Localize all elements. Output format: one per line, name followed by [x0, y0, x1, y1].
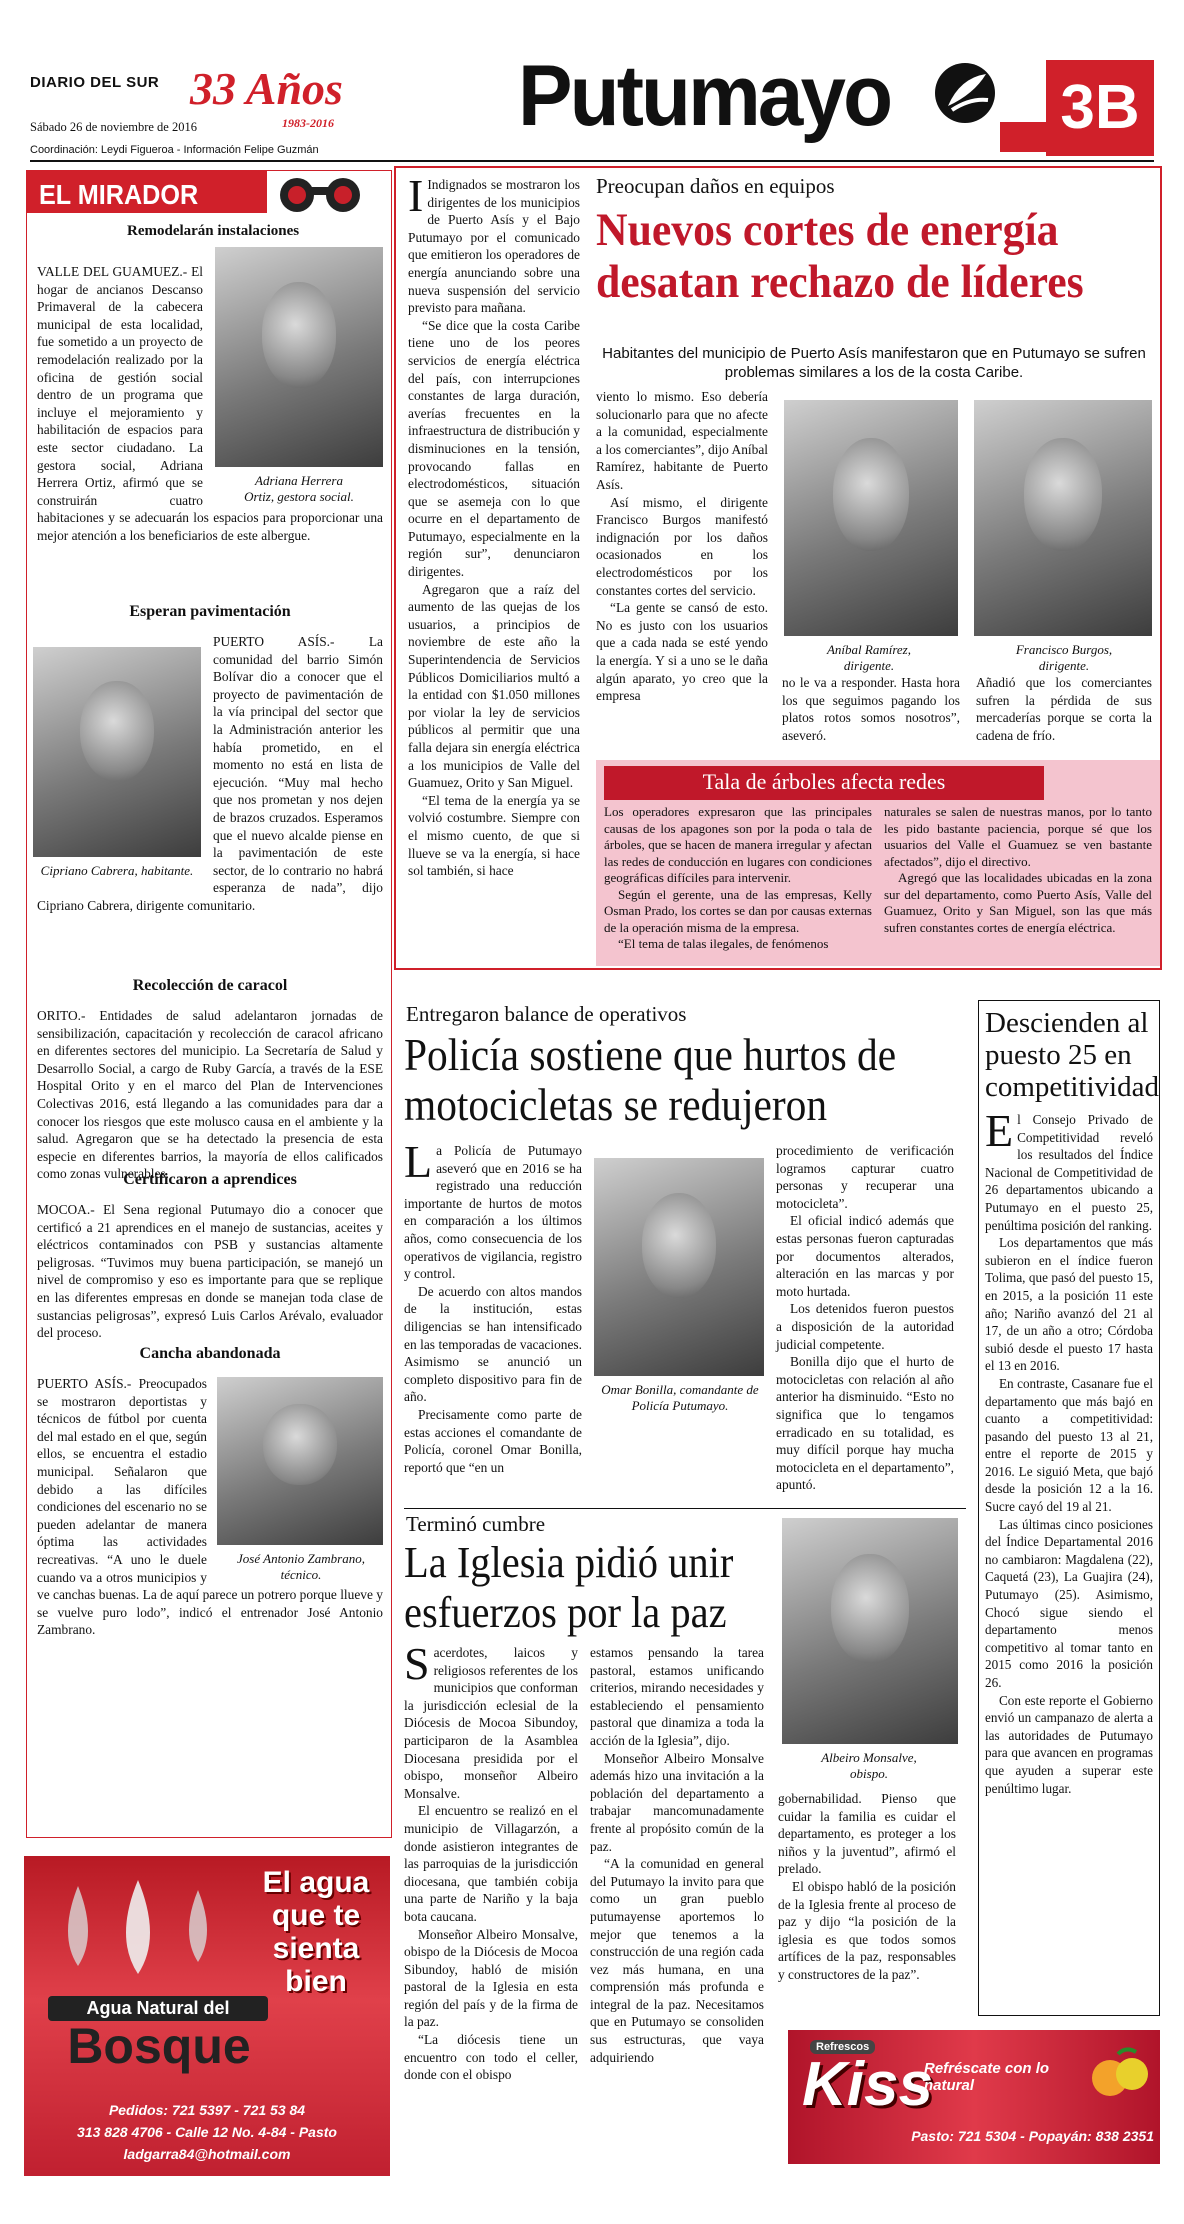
church-headline: La Iglesia pidió unir esfuerzos por la paz — [404, 1538, 734, 1637]
police-col1-p1: La Policía de Putumayo aseveró que en 2016 se ha registrado una reducción importante de hurtos de motos en comparación a los últimos años, como consecuencia de los operativos de vigilancia, registro y control. — [404, 1136, 582, 1282]
church-col2-p2: Monseñor Albeiro Monsalve además hizo una invitación a la población del departamento a trabajar mancomunadamente frente al propósito común de la paz. — [590, 1750, 764, 1854]
police-col2-p3: Los detenidos fueron puestos a disposición de la autoridad judicial competente. — [776, 1301, 954, 1352]
francisco-caption: Francisco Burgos, dirigente. — [1015, 642, 1113, 673]
ad-agua-bosque[interactable] — [24, 1856, 390, 2176]
ad-agua-email: ladgarra84@hotmail.com — [123, 2146, 291, 2162]
fruit-icon — [1088, 2044, 1154, 2106]
energy-col1-p3: Agregaron que a raíz del aumento de las quejas de los usuarios, a principios de noviembre de este año la Superintendencia de Servicios Públicos Domiciliarios multó a la entidad con $1.050 millones por violar la ley de servicios públicos al permitir que una falla dejara sin energía eléctrica a los municipios de Valle del Guamuez, Orito y San Miguel. — [408, 581, 580, 791]
anibal-photo — [784, 400, 958, 636]
energy-kicker: Preocupan daños en equipos — [596, 174, 835, 198]
francisco-photo — [974, 400, 1152, 636]
energy-col1-p2: “Se dice que la costa Caribe tiene uno de los peores servicios de energía eléctrica del país, con interrupciones constantes de larga duración, averías frecuentes en la infraestructura de distribución y disminuciones en la tensión, provocando fallas en electrodomésticos, situación que se asemeja con lo que ocurre en el departamento de Putumayo, especialmente en la región sur”, denunciaron dirigentes. — [408, 317, 580, 580]
water-drops-icon — [38, 1876, 238, 1996]
church-col1 — [404, 1638, 578, 2084]
mirador-s5-heading: Cancha abandonada — [139, 1345, 281, 1362]
energy-col1 — [408, 170, 580, 880]
tala-box — [596, 760, 1160, 966]
ad-kiss-slogan: Refréscate con lo natural — [924, 2060, 1050, 2094]
paper-name: DIARIO DEL SUR — [30, 74, 160, 91]
ad-agua-brand: Bosque — [67, 2018, 251, 2074]
police-col2-p4: Bonilla dijo que el hurto de motocicletas con relación al año anterior ha disminuido. “Esto no significa que lo tengamos erradicado en su totalidad, es muy difícil porque hay mucha motocicleta en el departamento”, apuntó. — [776, 1354, 954, 1493]
mirador-s5-text-wrap — [37, 1375, 383, 1639]
binoculars-icon — [271, 173, 371, 213]
leaf-logo-icon — [930, 58, 1000, 128]
police-article — [404, 1002, 966, 1516]
tala-box-col2-p1: naturales se salen de nuestras manos, por lo tanto les pido bastante paciencia, porque sé que los usuarios del Valle el Guamuez se ven bastante afectados”, dijo el directivo. — [884, 804, 1152, 869]
ad-kiss-small: Refrescos — [810, 2040, 875, 2054]
ad-agua-brand-top: Agua Natural del — [48, 1996, 268, 2021]
mirador-s2-heading: Esperan pavimentación — [129, 603, 291, 620]
tala-box-col2-p2: Agregó que las localidades ubicadas en la zona sur del departamento, como Puerto Asís, Valle del Guamuez, Orito y San Miguel, son las que más sufren constantes cortes de energía eléctrica. — [884, 870, 1152, 935]
ad-kiss-phones: Pasto: 721 5304 - Popayán: 838 2351 — [911, 2128, 1154, 2144]
church-kicker: Terminó cumbre — [406, 1512, 546, 1536]
albeiro-photo — [782, 1518, 958, 1744]
compet-p4: Las últimas cinco posiciones del Índice Departamental 2016 no cambiaron: Magdalena (22), Caquetá (23), La Guajira (24), Putumayo (25). Asimismo, Chocó sigue siendo el departamento menos competitivo al tomar tanto en 2015 como 2016 la posición 26. — [985, 1516, 1153, 1690]
albeiro-caption: Albeiro Monsalve, obispo. — [821, 1750, 917, 1781]
energy-col2-p1: viento lo mismo. Eso debería solucionarlo para que no afecte a la comunidad, especialmente a los comerciantes”, dijo Aníbal Ramírez, habitante de Puerto Asís. — [596, 389, 768, 492]
energy-article — [394, 166, 1162, 970]
compet-p3: En contraste, Casanare fue el departamento que más bajó en cuanto a competitividad: pasando del puesto 13 al 21, entre el reporte de 2015 y 2016. Le siguió Meta, que bajó desde la posición 12 a la 16. Sucre cayó del 19 al 21. — [985, 1375, 1153, 1515]
energy-col1-p1: I Indignados se mostraron los dirigentes de los municipios de Puerto Asís y el Bajo Putumayo por el comunicado que emitieron los operadores de energía anunciando sobre una nueva suspensión del servicio previsto para mañana. — [408, 170, 580, 316]
church-rule — [404, 1508, 966, 1509]
police-col1-p2: De acuerdo con altos mandos de la institución, estas diligencias se han intensificado en las temporadas de vacaciones. Asimismo se anunció un completo dispositivo para fin de año. — [404, 1283, 582, 1405]
tala-box-col1-p1: Los operadores expresaron que las principales causas de los apagones son por la poda o tala de árboles, que se hacen de manera irregular y afectan las redes de conducción en lugares con condiciones geográficas difíciles para intervenir. — [604, 804, 872, 885]
church-col2-p3: “A la comunidad en general del Putumayo la invito para que como un gran pueblo putumayense aportemos lo mejor que tenemos a la construcción de una región cada vez más humana, en una comprensión más profunda e integral de la paz. Necesitamos que en Putumayo se consoliden sus estructuras, que vaya adquiriendo — [590, 1856, 764, 2065]
tala-box-col1 — [604, 804, 872, 953]
compet-box — [978, 1000, 1160, 2016]
ad-agua-slogan: El agua que te sienta bien — [262, 1866, 370, 1998]
mirador-s1-text: VALLE DEL GUAMUEZ.- El hogar de ancianos Descanso Primaveral de la cabecera municipal de esta localidad, fue sometido a un proyecto de remodelación realizado por la oficina de gestión social dentro de un programa que incluye el mejoramiento y habilitación de espacios para este sector ciudadano. La gestora social, Adriana Herrera Ortiz, afirmó que se construirán cuatro habitaciones y se adecuarán los espacios para proporcionar una mejor atención a los beneficiarios de este albergue. — [37, 264, 383, 543]
page-number-box — [1046, 60, 1154, 156]
tala-box-col1-p2: Según el gerente, una de las empresas, Kelly Osman Prado, los cortes se dan por causas externas de la operación misma de la empresa. — [604, 886, 872, 935]
mirador-title: EL MIRADOR — [39, 179, 199, 210]
police-col1-p3: Precisamente como parte de estas acciones el comandante de Policía, coronel Omar Bonilla, reportó que “en un — [404, 1406, 582, 1475]
police-col2-p1: procedimiento de verificación logramos capturar cuatro personas y recuperar una motocicleta”. — [776, 1143, 954, 1211]
section-title: Putumayo — [518, 48, 891, 144]
energy-col3: no le va a responder. Hasta hora los que seguimos pagando los platos rotos somos nosotros”, aseveró. — [782, 675, 960, 743]
adriana-caption: Adriana Herrera Ortiz, gestora social. — [244, 473, 354, 504]
omar-bonilla-caption: Omar Bonilla, comandante de Policía Putumayo. — [601, 1382, 759, 1413]
tala-box-title: Tala de árboles afecta redes — [702, 769, 946, 794]
church-col3 — [778, 1790, 956, 1984]
church-col1-p3: Monseñor Albeiro Monsalve, obispo de la Diócesis de Mocoa Sibundoy, habló de misión pastoral de la Iglesia en esta región del país y de la firma de la paz. — [404, 1926, 578, 2030]
ad-agua-address: 313 828 4706 - Calle 12 No. 4-84 - Pasto — [77, 2124, 337, 2140]
page-number: 3B — [1060, 73, 1140, 142]
mirador-s4-heading: Certificaron a aprendices — [123, 1171, 297, 1188]
police-col2 — [776, 1142, 954, 1494]
church-col1-p2: El encuentro se realizó en el municipio de Villagarzón, a donde asistieron integrantes de las parroquias de la jurisdicción diocesana, que también cobija una parte de Nariño y la baja bota caucana. — [404, 1803, 578, 1924]
header-bar — [1000, 122, 1050, 152]
energy-col4: Añadió que los comerciantes sufren la pérdida de sus mercaderías porque se corta la cadena de frío. — [976, 675, 1152, 743]
energy-col1-p4: “El tema de la energía ya se volvió costumbre. Siempre con el mismo cuento, de que si llueve se va la energía, si hace sol también, si hace — [408, 792, 580, 879]
omar-bonilla-photo — [594, 1158, 764, 1376]
church-col2 — [590, 1644, 764, 2066]
issue-date: Sábado 26 de noviembre de 2016 — [30, 120, 197, 134]
tala-box-col2 — [884, 804, 1152, 936]
compet-p5: Con este reporte el Gobierno envió un campanazo de alerta a las autoridades de Putumayo para que avancen en programas que ayuden a superar este penúltimo lugar. — [985, 1692, 1153, 1796]
energy-col2-p3: “La gente se cansó de esto. No es justo con los usuarios que a cada nada se esté yendo la energía. Y si a uno se le daña algún aparato, yo creo que la empresa — [596, 600, 768, 704]
energy-deck: Habitantes del municipio de Puerto Asís manifestaron que en Putumayo se sufren problemas similares a los de la costa Caribe. — [602, 345, 1146, 381]
mirador-s4-text: MOCOA.- El Sena regional Putumayo dio a conocer que certificó a 21 aprendices en el manejo de sustancias, aceites y eléctricos contaminados con PSB y sustancias altamente peligrosas. “Tuvimos muy buena participación, se manejó un nivel de compromiso y eso es importante para que se replique en las diferentes empresas en donde se manejan toda clase de sustancias peligrosas”, expresó Luis Carlos Arévalo, evaluador del proceso. — [37, 1202, 383, 1341]
church-col1-p1: Sacerdotes, laicos y religiosos referentes de los municipios que conforman la jurisdicción eclesial de la Diócesis de Mocoa Sibundoy, participaron de la Asamblea Diocesana presidida por el obispo, monseñor Albeiro Monsalve. — [404, 1638, 578, 1801]
ad-kiss[interactable] — [788, 2030, 1160, 2164]
credits-line: Coordinación: Leydi Figueroa - Información Felipe Guzmán — [30, 144, 319, 156]
church-col2-p1: estamos pensando la tarea pastoral, estamos unificando criterios, mirando necesidades y estableciendo el pensamiento pastoral que dinamiza a toda la acción de la Iglesia”, dijo. — [590, 1645, 764, 1748]
tala-box-col1-p3: “El tema de talas ilegales, de fenómenos — [618, 936, 829, 951]
anniversary-logo: 33 Años — [190, 63, 343, 114]
compet-headline: Descienden al puesto 25 en competitividad — [985, 1007, 1159, 1103]
cipriano-caption: Cipriano Cabrera, habitante. — [40, 863, 194, 878]
jose-antonio-caption: José Antonio Zambrano, técnico. — [237, 1551, 365, 1582]
mirador-s2-text-wrap — [37, 633, 383, 915]
police-col1 — [404, 1136, 582, 1476]
police-headline: Policía sostiene que hurtos de motocicletas se redujeron — [404, 1029, 897, 1130]
energy-headline: Nuevos cortes de energía desatan rechazo de líderes — [596, 204, 1084, 308]
mirador-s3-text: ORITO.- Entidades de salud adelantaron jornadas de sensibilización, capacitación y recolección de caracol africano en diferentes sectores del municipio. La Secretaría de Salud y Desarrollo Social, a cargo de Ruby García, a través de la ESE Hospital Orito y en el marco del Plan de Intervenciones Colectivas 2016, está llegando a las comunidades para dar a conocer los riesgos que este molusco causa en el ambiente y la salud. Agregaron que se ha detectado la presencia de esta especie en diferentes barrios, la mayoría de ellos calificados como zonas vulnerables. — [37, 1008, 383, 1182]
masthead-rule — [30, 160, 1154, 162]
mirador-s3-heading: Recolección de caracol — [132, 977, 288, 994]
energy-col2-p2: Así mismo, el dirigente Francisco Burgos manifestó indignación por los daños ocasionados en los electrodomésticos por los constantes cortes del servicio. — [596, 494, 768, 598]
mirador-column — [26, 170, 392, 1838]
mirador-s2-text: PUERTO ASÍS.- La comunidad del barrio Simón Bolívar dio a conocer que el proyecto de pavimentación de la vía principal del sector que la Administración anterior les había prometido, en el momento no está en lista de ejecución. “Muy mal hecho que nos prometan y nos dejen de brazos cruzados. Esperamos que el nuevo alcalde piense en la pavimentación de este sector, de lo contrario no habrá esperanza de nada”, dijo Cipriano Cabrera, dirigente comunitario. — [37, 634, 383, 913]
compet-p1: El Consejo Privado de Competitividad reveló los resultados del Índice Nacional de Competitividad de 26 departamentos ubicando a Putumayo en el puesto 25, penúltima posición del ranking. — [985, 1105, 1153, 1233]
mirador-s1-heading: Remodelarán instalaciones — [127, 223, 300, 239]
police-col2-p2: El oficial indicó además que estas personas fueron capturadas por documentos alterados, alteración en las marcas y por moto hurtada. — [776, 1213, 954, 1299]
compet-p2: Los departamentos que más subieron en el índice fueron Tolima, que pasó del puesto 15, en 2015, a la posición 11 este año; Nariño avanzó del 21 al 17, de un año a otro; Córdoba subió desde el puesto 17 hasta el 13 en 2016. — [985, 1235, 1153, 1374]
anibal-caption: Aníbal Ramírez, dirigente. — [826, 642, 911, 673]
ad-kiss-brand: Kiss — [802, 2050, 933, 2119]
mirador-s5-text: PUERTO ASÍS.- Preocupados se mostraron deportistas y técnicos de fútbol por cuenta del mal estado en el que, según ellos, se encuentra el estadio municipal. Señalaron que debido a las difíciles condiciones del escenario no se pueden adelantar de manera óptima las actividades recreativas. “A uno le duele cuando va a otros municipios y ve canchas buenas. La de aquí parece un potrero porque llueve y se vuelve puro lodo”, indicó el entrenador José Antonio Zambrano. — [37, 1376, 383, 1638]
anniversary-years: 1983-2016 — [282, 116, 334, 130]
ad-agua-phones: Pedidos: 721 5397 - 721 53 84 — [108, 2102, 306, 2118]
energy-col2 — [596, 388, 768, 705]
church-col3-p2: El obispo habló de la posición de la Iglesia frente al proceso de paz y dijo “la posición de la iglesia es que todos somos artífices de la paz, responsables y constructores de la paz”. — [778, 1878, 956, 1982]
police-kicker: Entregaron balance de operativos — [406, 1002, 687, 1026]
church-col1-p4: “La diócesis tiene un encuentro con todo el celler, donde con el obispo — [404, 2032, 578, 2083]
church-col3-p1: gobernabilidad. Pienso que cuidar la familia es cuidar el departamento, es proteger a los niños y la juventud”, afirmó el prelado. — [778, 1791, 956, 1877]
